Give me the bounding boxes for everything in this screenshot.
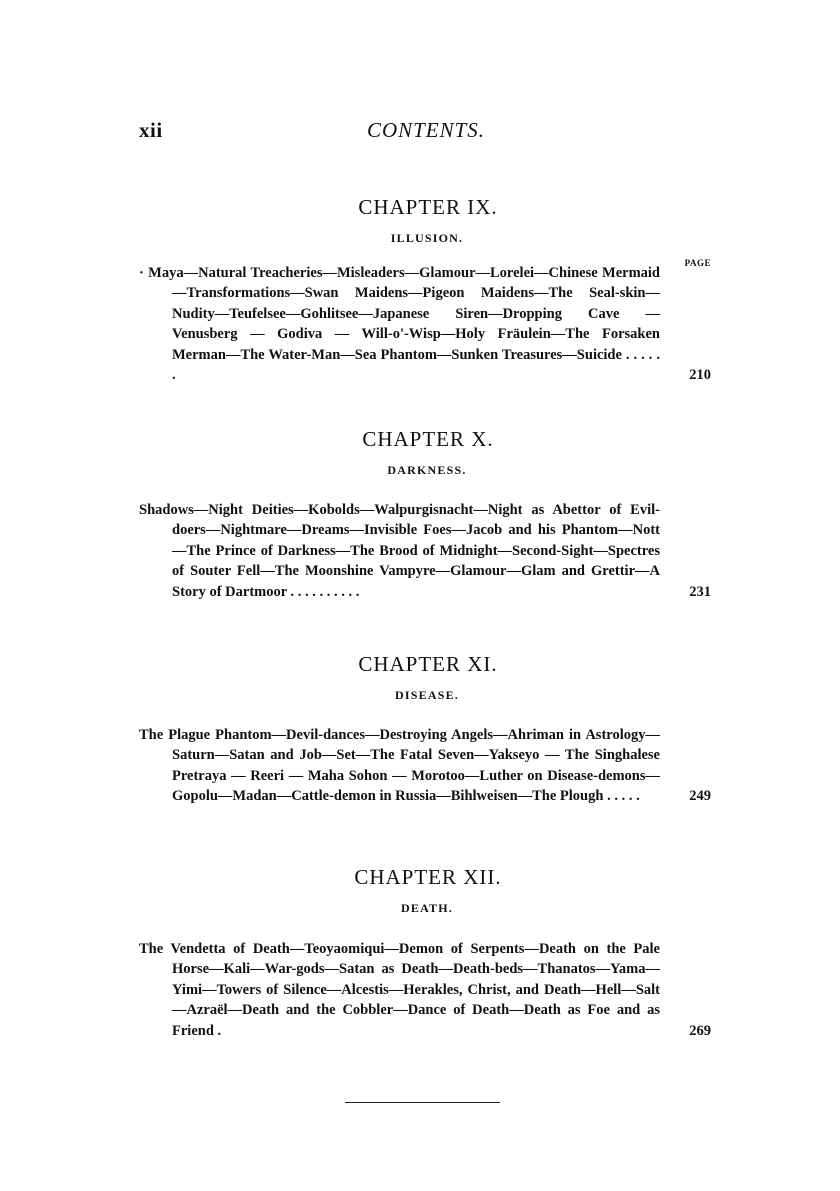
chapter-x — [139, 424, 711, 602]
chapter-xi — [139, 649, 711, 807]
chapter-contents-entry — [139, 939, 711, 1041]
chapter-ix — [139, 192, 711, 385]
chapter-heading: CHAPTER X. — [362, 427, 494, 451]
chapter-contents-text: Shadows—Night Deities—Kobolds—Walpurgisnacht—Night as Abettor of Evil-doers—Nightmare—Dreams—Invisible Foes—Jacob and his Phantom—Nott—The Prince of Darkness—The Brood of Midnight—Second-Sight—Spectres of Souter Fell—The Moonshine Vampyre—Glamour—Glam and Grettir—A Story of Dartmoor . . . . . . . . . . — [139, 502, 660, 600]
chapter-xii — [139, 862, 711, 1041]
chapter-contents-text: The Plague Phantom—Devil-dances—Destroying Angels—Ahriman in Astrology—Saturn—Satan and Job—Set—The Fatal Seven—Yakseyo — The Singhalese Pretraya — Reeri — Maha Sohon — Morotoo—Luther on Disease-demons—Gopolu—Madan—Cattle-demon in Russia—Bihlweisen—The Plough . . . . . — [139, 727, 660, 805]
page-number: xii — [139, 118, 163, 142]
end-rule — [345, 1102, 500, 1103]
chapter-page-number: 249 — [689, 788, 711, 805]
page-title: CONTENTS. — [366, 118, 486, 142]
chapter-subtitle: ILLUSION. — [390, 231, 464, 245]
page-column-label: PAGE — [684, 258, 711, 268]
chapter-subtitle: DISEASE. — [395, 688, 459, 702]
chapter-contents-text: · Maya—Natural Treacheries—Misleaders—Glamour—Lorelei—Chinese Mermaid—Transformations—Swan Maidens—Pigeon Maidens—The Seal-skin—Nudity—Teufelsee—Gohlitsee—Japanese Siren—Dropping Cave — Venusberg — Godiva — Will-o'-Wisp—Holy Fräulein—The Forsaken Merman—The Water-Man—Sea Phantom—Sunken Treasures—Suicide . . . . . . — [139, 265, 660, 384]
chapter-page-number: 210 — [689, 367, 711, 384]
chapter-heading: CHAPTER XII. — [354, 865, 502, 889]
chapter-contents-text: The Vendetta of Death—Teoyaomiqui—Demon of Serpents—Death on the Pale Horse—Kali—War-gods—Satan as Death—Death-beds—Thanatos—Yama—Yimi—Towers of Silence—Alcestis—Herakles, Christ, and Death—Hell—Salt—Azraël—Death and the Cobbler—Dance of Death—Death as Foe and as Friend . — [139, 941, 660, 1039]
chapter-page-number: 231 — [689, 583, 711, 600]
running-head — [139, 118, 711, 148]
chapter-contents-entry — [139, 500, 711, 602]
chapter-page-number: 269 — [689, 1022, 711, 1039]
chapter-subtitle: DEATH. — [401, 901, 453, 915]
chapter-heading: CHAPTER XI. — [358, 652, 498, 676]
chapter-contents-entry — [139, 725, 711, 807]
chapter-contents-entry — [139, 263, 711, 385]
chapter-heading: CHAPTER IX. — [358, 195, 498, 219]
chapter-subtitle: DARKNESS. — [387, 463, 467, 477]
